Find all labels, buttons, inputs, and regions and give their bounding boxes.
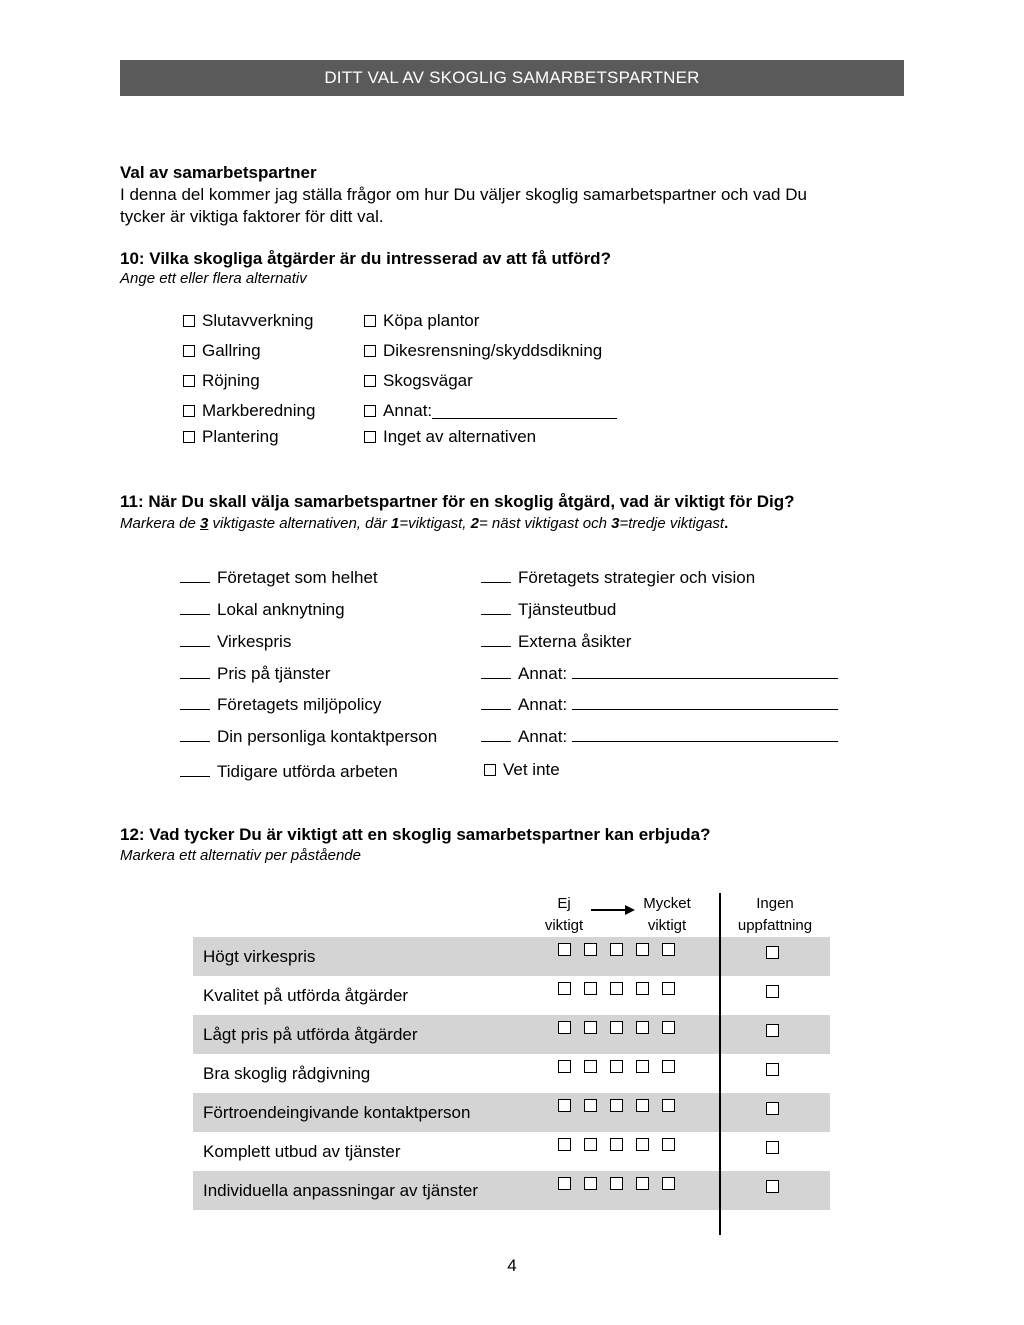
rating-row-label: Högt virkespris [203, 946, 316, 966]
rating-checkbox-2[interactable] [584, 1021, 597, 1034]
q10-option-plantering[interactable]: Plantering [183, 427, 279, 447]
rating-checkbox-5[interactable] [662, 1099, 675, 1112]
q10-option-kopa-plantor[interactable]: Köpa plantor [364, 311, 479, 331]
q11-rank-item[interactable]: Lokal anknytning [180, 599, 345, 620]
rating-row [193, 937, 830, 976]
section-header-bar [120, 60, 904, 96]
q10-option-dikesrensning[interactable]: Dikesrensning/skyddsdikning [364, 341, 602, 361]
q11-rank-item[interactable]: Externa åsikter [481, 631, 631, 652]
rating-checkbox-4[interactable] [636, 982, 649, 995]
annat-fill-line[interactable] [572, 663, 838, 679]
q10-option-slutavverkning[interactable]: Slutavverkning [183, 311, 314, 331]
checkbox[interactable] [364, 431, 376, 443]
rank-blank[interactable] [481, 726, 511, 742]
rank-blank[interactable] [481, 694, 511, 710]
no-opinion-label: Ingen uppfattning [737, 895, 813, 934]
q11-rank-item[interactable]: Företagets miljöpolicy [180, 694, 381, 715]
rating-checkbox-4[interactable] [636, 1021, 649, 1034]
checkbox[interactable] [364, 405, 376, 417]
q12-instruction: Markera ett alternativ per påstående [120, 847, 361, 864]
q10-question: 10: Vilka skogliga åtgärder är du intresserad av att få utförd? [120, 249, 611, 268]
rating-scale [558, 1060, 675, 1073]
rating-row [193, 1054, 830, 1093]
no-opinion-checkbox[interactable] [766, 1102, 779, 1115]
rating-row [193, 1015, 830, 1054]
rank-blank[interactable] [481, 663, 511, 679]
no-opinion-checkbox[interactable] [766, 1180, 779, 1193]
rating-scale [558, 1177, 675, 1190]
scale-arrow-icon [589, 902, 639, 918]
q11-question: 11: När Du skall välja samarbetspartner för en skoglig åtgärd, vad är viktigt för Dig? [120, 492, 795, 511]
checkbox[interactable] [183, 375, 195, 387]
checkbox[interactable] [364, 315, 376, 327]
rating-checkbox-3[interactable] [610, 1021, 623, 1034]
rank-blank[interactable] [180, 599, 210, 615]
rating-checkbox-2[interactable] [584, 1177, 597, 1190]
rank-blank[interactable] [180, 726, 210, 742]
q12-question: 12: Vad tycker Du är viktigt att en skoglig samarbetspartner kan erbjuda? [120, 825, 711, 844]
rank-blank[interactable] [180, 694, 210, 710]
rank-blank[interactable] [180, 631, 210, 647]
checkbox[interactable] [183, 345, 195, 357]
rating-row-label: Individuella anpassningar av tjänster [203, 1180, 479, 1200]
scale-high-label: Mycket viktigt [643, 895, 691, 934]
rating-checkbox-5[interactable] [662, 1177, 675, 1190]
rating-checkbox-3[interactable] [610, 1099, 623, 1112]
rating-scale [558, 1138, 675, 1151]
no-opinion-checkbox[interactable] [766, 946, 779, 959]
rating-checkbox-5[interactable] [662, 943, 675, 956]
no-opinion-checkbox[interactable] [766, 1063, 779, 1076]
rating-row [193, 1171, 830, 1210]
q10-option-inget[interactable]: Inget av alternativen [364, 427, 536, 447]
rank-blank[interactable] [180, 761, 210, 777]
rating-row-label: Kvalitet på utförda åtgärder [203, 985, 409, 1005]
rating-scale [558, 1099, 675, 1112]
rating-checkbox-4[interactable] [636, 1060, 649, 1073]
rating-checkbox-1[interactable] [558, 1138, 571, 1151]
section-title: DITT VAL AV SKOGLIG SAMARBETSPARTNER [324, 68, 700, 87]
rating-checkbox-4[interactable] [636, 1099, 649, 1112]
rank-blank[interactable] [481, 631, 511, 647]
rating-checkbox-1[interactable] [558, 1099, 571, 1112]
annat-fill-line[interactable] [432, 403, 617, 419]
rank-blank[interactable] [180, 567, 210, 583]
intro-heading: Val av samarbetspartner [120, 163, 317, 182]
rating-scale [558, 1021, 675, 1034]
rating-checkbox-2[interactable] [584, 943, 597, 956]
rating-checkbox-3[interactable] [610, 1177, 623, 1190]
rating-scale [558, 982, 675, 995]
q11-option-vet-inte[interactable]: Vet inte [484, 760, 560, 780]
rating-row-label: Komplett utbud av tjänster [203, 1141, 401, 1161]
q11-rank-item[interactable]: Virkespris [180, 631, 291, 652]
rating-checkbox-2[interactable] [584, 1138, 597, 1151]
rating-checkbox-4[interactable] [636, 1177, 649, 1190]
rating-checkbox-3[interactable] [610, 1138, 623, 1151]
rating-row [193, 976, 830, 1015]
q11-rank-item[interactable]: Företagets strategier och vision [481, 567, 755, 588]
rating-row [193, 1132, 830, 1171]
q11-rank-item[interactable]: Tidigare utförda arbeten [180, 761, 398, 782]
q10-option-gallring[interactable]: Gallring [183, 341, 261, 361]
column-divider [719, 893, 721, 1235]
q11-rank-item[interactable]: Pris på tjänster [180, 663, 330, 684]
rating-checkbox-3[interactable] [610, 982, 623, 995]
q11-rank-annat[interactable]: Annat: [481, 694, 838, 715]
intro-line-2: tycker är viktiga faktorer för ditt val. [120, 207, 384, 226]
no-opinion-checkbox[interactable] [766, 1024, 779, 1037]
checkbox[interactable] [183, 405, 195, 417]
checkbox[interactable] [364, 375, 376, 387]
page-number: 4 [507, 1256, 517, 1275]
rating-checkbox-5[interactable] [662, 1138, 675, 1151]
checkbox[interactable] [183, 315, 195, 327]
q10-option-markberedning[interactable]: Markberedning [183, 401, 315, 421]
rating-scale [558, 943, 675, 956]
q11-rank-item[interactable]: Företaget som helhet [180, 567, 378, 588]
rank-blank[interactable] [481, 599, 511, 615]
rating-checkbox-2[interactable] [584, 1060, 597, 1073]
q10-option-skogsvagar[interactable]: Skogsvägar [364, 371, 473, 391]
rating-checkbox-4[interactable] [636, 1138, 649, 1151]
rating-checkbox-5[interactable] [662, 1060, 675, 1073]
checkbox[interactable] [364, 345, 376, 357]
rating-checkbox-5[interactable] [662, 982, 675, 995]
checkbox[interactable] [183, 431, 195, 443]
rank-blank[interactable] [180, 663, 210, 679]
q11-rank-annat[interactable]: Annat: [481, 726, 838, 747]
rating-checkbox-3[interactable] [610, 1060, 623, 1073]
q11-rank-item[interactable]: Din personliga kontaktperson [180, 726, 437, 747]
rating-checkbox-1[interactable] [558, 943, 571, 956]
no-opinion-checkbox[interactable] [766, 985, 779, 998]
rating-row [193, 1093, 830, 1132]
q11-rank-item[interactable]: Tjänsteutbud [481, 599, 616, 620]
rating-checkbox-2[interactable] [584, 1099, 597, 1112]
q10-instruction: Ange ett eller flera alternativ [120, 270, 307, 287]
rank-blank[interactable] [481, 567, 511, 583]
intro-line-1: I denna del kommer jag ställa frågor om hur Du väljer skoglig samarbetspartner och vad Du [120, 185, 807, 204]
rating-row-label: Förtroendeingivande kontaktperson [203, 1102, 471, 1122]
scale-low-label: Ej viktigt [544, 895, 584, 934]
rating-row-label: Bra skoglig rådgivning [203, 1063, 371, 1083]
rating-checkbox-5[interactable] [662, 1021, 675, 1034]
q10-option-rojning[interactable]: Röjning [183, 371, 260, 391]
rating-checkbox-3[interactable] [610, 943, 623, 956]
q11-rank-annat[interactable]: Annat: [481, 663, 838, 684]
rating-checkbox-1[interactable] [558, 1177, 571, 1190]
rating-row-label: Lågt pris på utförda åtgärder [203, 1024, 418, 1044]
no-opinion-checkbox[interactable] [766, 1141, 779, 1154]
q10-option-annat[interactable]: Annat: [364, 401, 617, 421]
rating-checkbox-4[interactable] [636, 943, 649, 956]
checkbox[interactable] [484, 764, 496, 776]
rating-checkbox-1[interactable] [558, 1021, 571, 1034]
rating-checkbox-2[interactable] [584, 982, 597, 995]
annat-fill-line[interactable] [572, 694, 838, 710]
rating-checkbox-1[interactable] [558, 1060, 571, 1073]
annat-fill-line[interactable] [572, 726, 838, 742]
rating-checkbox-1[interactable] [558, 982, 571, 995]
q11-instruction: Markera de 3 viktigaste alternativen, där 1=viktigast, 2= näst viktigast och 3=tredje viktigast. [120, 515, 729, 532]
